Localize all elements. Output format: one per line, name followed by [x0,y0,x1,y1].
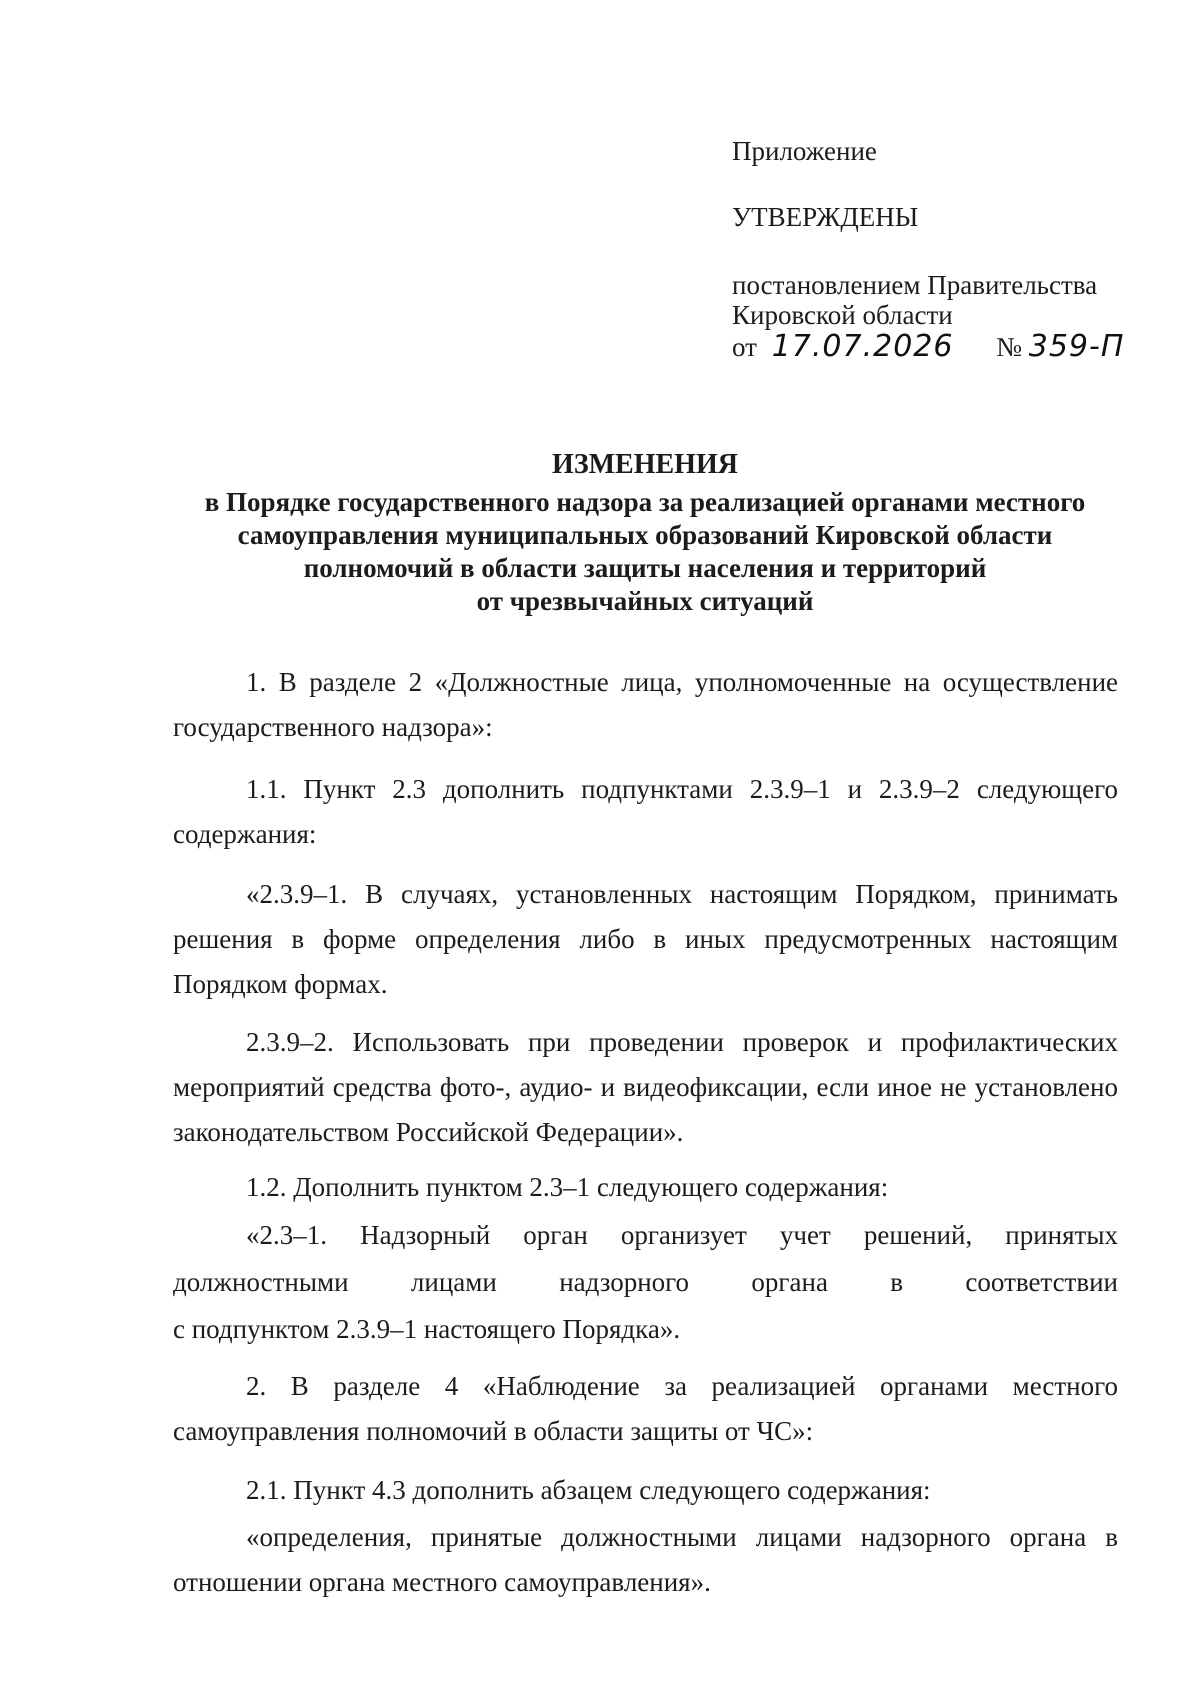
paragraph-2: 2. В разделе 4 «Наблюдение за реализацией органами местного самоуправления полномочий в области защиты от ЧС»: [173,1371,1118,1446]
decree-reference [732,270,1097,330]
paragraph-1: 1. В разделе 2 «Должностные лица, уполномоченные на осуществление государственного надзора»: [173,667,1118,742]
subtitle-line-3: полномочий в области защиты населения и территорий [303,553,987,583]
decree-date-number [732,329,1125,364]
number-prefix: № [996,332,1022,362]
paragraph-2-1-a: «определения, принятые должностными лицами надзорного органа в отношении органа местного самоуправления». [173,1522,1118,1597]
approved-label: УТВЕРЖДЕНЫ [732,202,919,232]
subtitle-line-2: самоуправления муниципальных образований Кировской области [237,520,1053,550]
paragraph-1-1-b: 2.3.9–2. Использовать при проведении проверок и профилактических мероприятий средства фото-, аудио- и видеофиксации, если иное не установлено законодательством Российской Федерации». [173,1027,1118,1147]
document-subtitle [180,486,1110,618]
subtitle-line-1: в Порядке государственного надзора за реализацией органами местного [204,487,1086,517]
decree-line-1: постановлением Правительства [732,270,1098,300]
paragraph-1-2-a-line-1: «2.3–1. Надзорный орган организует учет решений, принятых [246,1220,1118,1250]
paragraph-1-2: 1.2. Дополнить пунктом 2.3–1 следующего содержания: [246,1172,889,1202]
paragraph-1-2-a-line-2: должностными лицами надзорного органа в соответствии [173,1267,1118,1297]
paragraph-2-1: 2.1. Пункт 4.3 дополнить абзацем следующего содержания: [246,1475,931,1505]
paragraph-1-1-a: «2.3.9–1. В случаях, установленных настоящим Порядком, принимать решения в форме определения либо в иных предусмотренных настоящим Порядком формах. [173,879,1118,999]
handwritten-number: 359-П [1028,329,1125,364]
subtitle-line-4: от чрезвычайных ситуаций [476,586,814,616]
handwritten-date: 17.07.2026 [771,329,954,364]
date-prefix: от [732,332,757,362]
document-title: ИЗМЕНЕНИЯ [552,449,738,480]
paragraph-1-2-a-line-3: с подпунктом 2.3.9–1 настоящего Порядка». [173,1314,681,1344]
decree-line-2: Кировской области [732,300,953,330]
paragraph-1-1: 1.1. Пункт 2.3 дополнить подпунктами 2.3.9–1 и 2.3.9–2 следующего содержания: [173,774,1118,849]
appendix-label: Приложение [732,136,877,166]
